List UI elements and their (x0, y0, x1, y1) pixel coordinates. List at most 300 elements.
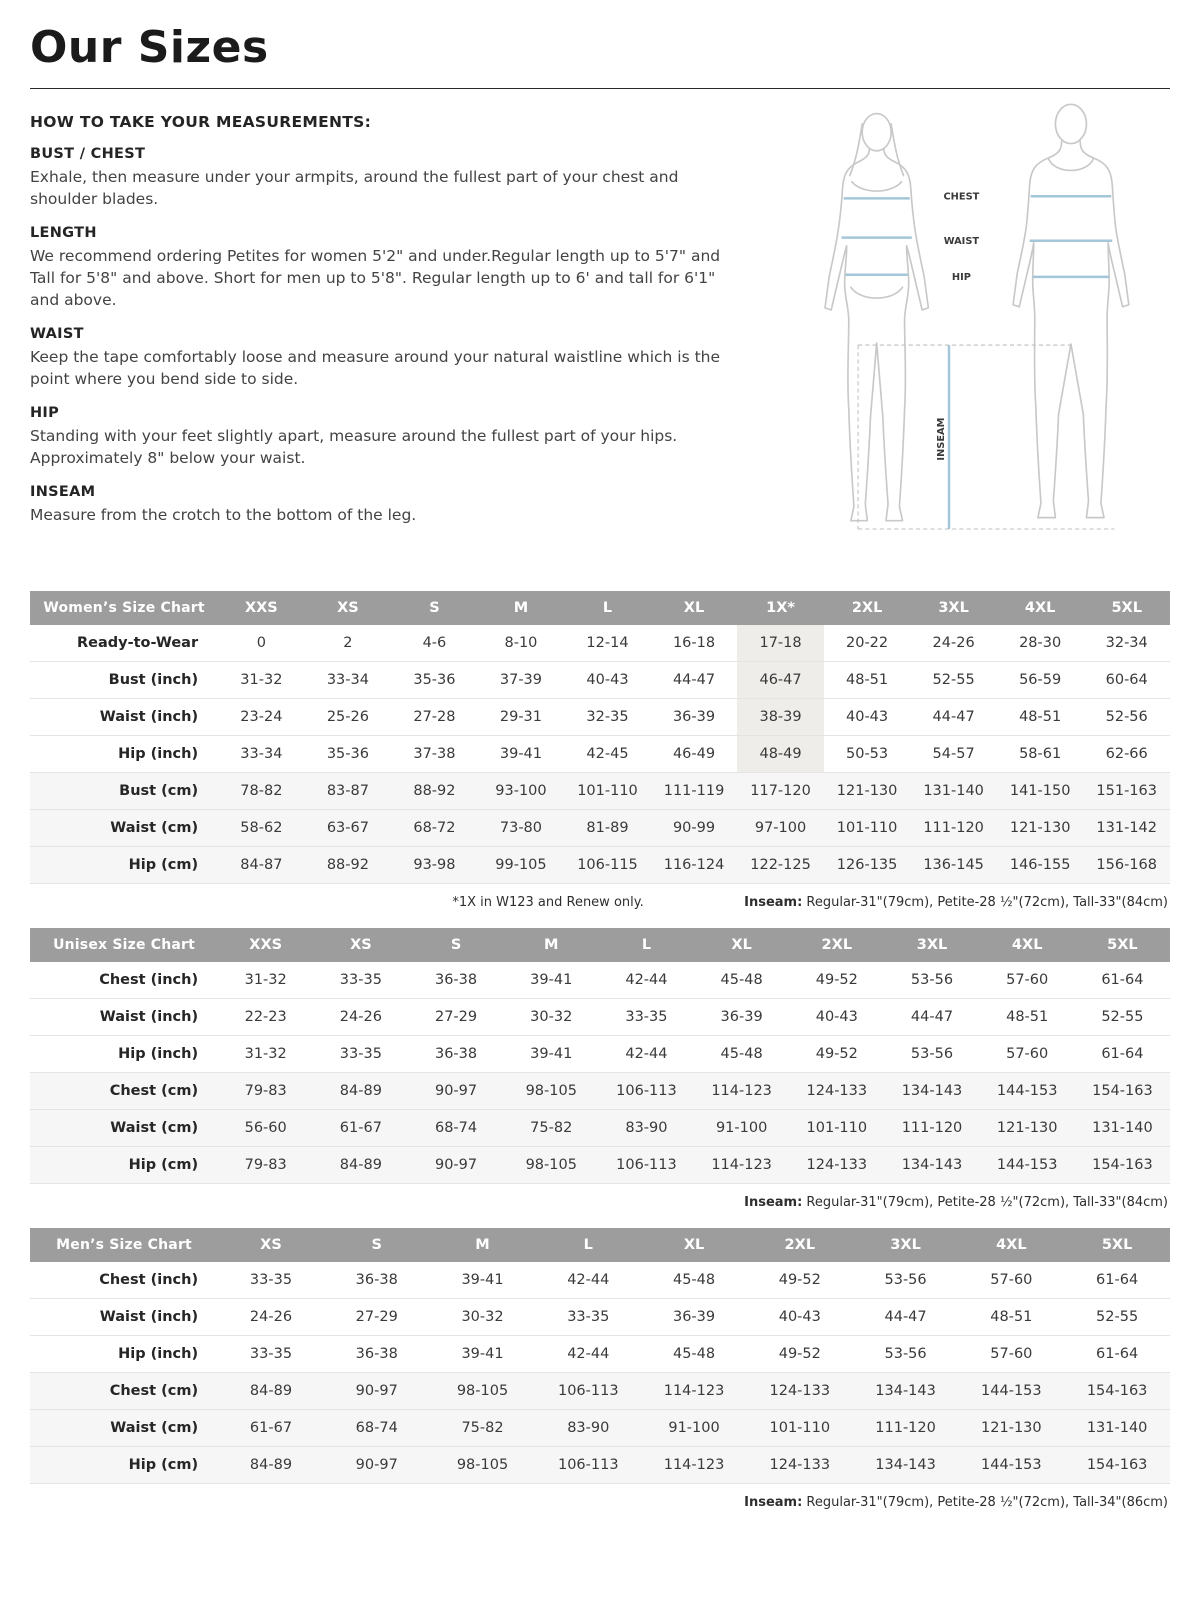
size-cell: 36-39 (694, 999, 789, 1036)
size-cell: 23-24 (218, 699, 305, 736)
size-cell: 131-140 (1064, 1410, 1170, 1447)
mens-table (30, 1228, 1170, 1484)
size-cell: 2 (305, 625, 392, 662)
row-label: Hip (inch) (30, 1036, 218, 1073)
size-cell: 124-133 (789, 1147, 884, 1184)
measurement-section-title: WAIST (30, 326, 84, 343)
size-column-header: S (408, 928, 503, 962)
size-cell: 49-52 (789, 962, 884, 999)
size-column-header: 2XL (747, 1228, 853, 1262)
inseam-note-label: Inseam: (744, 1495, 803, 1511)
size-cell: 46-49 (651, 736, 738, 773)
measurements-section (30, 89, 1170, 575)
page-title: Our Sizes (30, 22, 269, 73)
size-cell: 68-74 (408, 1110, 503, 1147)
size-cell: 61-64 (1075, 962, 1170, 999)
header-row (30, 591, 1170, 625)
size-cell: 63-67 (305, 810, 392, 847)
size-column-header: 2XL (824, 591, 911, 625)
hip-label: HIP (951, 272, 971, 284)
size-cell: 36-38 (324, 1336, 430, 1373)
size-cell: 27-29 (324, 1299, 430, 1336)
size-cell: 33-35 (218, 1336, 324, 1373)
size-cell: 81-89 (564, 810, 651, 847)
table-row (30, 1336, 1170, 1373)
size-cell: 68-74 (324, 1410, 430, 1447)
size-cell: 146-155 (997, 847, 1084, 884)
size-column-header: 1X* (737, 591, 824, 625)
measurement-section-body: Standing with your feet slightly apart, measure around the fullest part of your hips. Approximately 8" below your waist. (30, 427, 678, 468)
size-cell: 134-143 (853, 1447, 959, 1484)
size-cell: 48-51 (824, 662, 911, 699)
size-cell: 53-56 (884, 962, 979, 999)
size-cell: 154-163 (1075, 1073, 1170, 1110)
size-cell: 31-32 (218, 962, 313, 999)
size-cell: 121-130 (958, 1410, 1064, 1447)
unisex-size-chart (30, 928, 1170, 1212)
row-label: Hip (cm) (30, 847, 218, 884)
table-row (30, 1373, 1170, 1410)
row-label: Waist (cm) (30, 1410, 218, 1447)
man-tank-neckline (1048, 158, 1093, 170)
measurement-section (30, 146, 745, 210)
size-cell: 111-120 (910, 810, 997, 847)
mens-size-chart (30, 1228, 1170, 1512)
size-cell: 4-6 (391, 625, 478, 662)
size-cell: 44-47 (884, 999, 979, 1036)
table-row (30, 1036, 1170, 1073)
size-cell: 54-57 (910, 736, 997, 773)
row-label: Waist (cm) (30, 810, 218, 847)
unisex-footnotes (32, 1195, 1168, 1212)
size-cell: 48-51 (958, 1299, 1064, 1336)
size-cell: 32-34 (1083, 625, 1170, 662)
table-title: Men’s Size Chart (30, 1228, 218, 1262)
mens-footnotes (32, 1495, 1168, 1512)
size-cell: 48-51 (980, 999, 1075, 1036)
size-cell: 121-130 (997, 810, 1084, 847)
size-cell: 136-145 (910, 847, 997, 884)
size-cell: 124-133 (747, 1373, 853, 1410)
inseam-note-label: Inseam: (744, 895, 803, 911)
size-cell: 45-48 (694, 962, 789, 999)
size-cell: 90-99 (651, 810, 738, 847)
size-cell: 37-39 (478, 662, 565, 699)
size-cell: 114-123 (694, 1147, 789, 1184)
size-cell: 84-89 (218, 1373, 324, 1410)
table-row (30, 625, 1170, 662)
size-cell: 52-56 (1083, 699, 1170, 736)
size-cell: 114-123 (641, 1447, 747, 1484)
size-column-header: XS (218, 1228, 324, 1262)
size-cell: 42-44 (535, 1336, 641, 1373)
size-cell: 32-35 (564, 699, 651, 736)
size-column-header: L (564, 591, 651, 625)
size-cell: 91-100 (641, 1410, 747, 1447)
womens-inseam-note (744, 895, 1168, 910)
size-column-header: 5XL (1064, 1228, 1170, 1262)
measurement-section-body: We recommend ordering Petites for women 5'2" and under.Regular length up to 5'7" and Tall for 5'8" and above. Short for men up to 5'8". Regular length up to 6' and tall for 6'1" and above. (30, 247, 721, 310)
size-cell: 39-41 (504, 1036, 599, 1073)
size-cell: 90-97 (324, 1373, 430, 1410)
size-cell: 42-44 (535, 1262, 641, 1299)
size-cell: 45-48 (641, 1262, 747, 1299)
size-cell: 144-153 (958, 1447, 1064, 1484)
size-cell: 44-47 (651, 662, 738, 699)
size-cell: 33-35 (313, 1036, 408, 1073)
size-cell: 60-64 (1083, 662, 1170, 699)
size-cell: 56-59 (997, 662, 1084, 699)
size-cell: 83-90 (535, 1410, 641, 1447)
inseam-note-text: Regular-31"(79cm), Petite-28 ½"(72cm), Tall-33"(84cm) (802, 895, 1168, 911)
size-column-header: L (535, 1228, 641, 1262)
size-cell: 122-125 (737, 847, 824, 884)
table-row (30, 999, 1170, 1036)
size-cell: 106-115 (564, 847, 651, 884)
size-cell: 37-38 (391, 736, 478, 773)
size-cell: 84-89 (218, 1447, 324, 1484)
size-cell: 33-35 (313, 962, 408, 999)
size-cell: 131-140 (1075, 1110, 1170, 1147)
size-column-header: M (478, 591, 565, 625)
size-cell: 33-35 (599, 999, 694, 1036)
size-cell: 45-48 (694, 1036, 789, 1073)
size-cell: 53-56 (853, 1336, 959, 1373)
size-cell: 131-142 (1083, 810, 1170, 847)
measurement-section-body: Keep the tape comfortably loose and measure around your natural waistline which is the point where you bend side to side. (30, 348, 721, 389)
table-row (30, 1110, 1170, 1147)
size-column-header: 2XL (789, 928, 884, 962)
unisex-inseam-note (744, 1195, 1168, 1210)
woman-hair-left (850, 124, 862, 176)
measurement-section-title: INSEAM (30, 484, 96, 501)
size-cell: 48-49 (737, 736, 824, 773)
measurement-diagram (794, 95, 1166, 562)
size-cell: 79-83 (218, 1147, 313, 1184)
womens-size-chart (30, 591, 1170, 912)
size-cell: 20-22 (824, 625, 911, 662)
size-cell: 84-87 (218, 847, 305, 884)
table-row (30, 1299, 1170, 1336)
table-row (30, 1410, 1170, 1447)
size-cell: 29-31 (478, 699, 565, 736)
size-cell: 101-110 (747, 1410, 853, 1447)
man-head (1055, 105, 1086, 144)
row-label: Waist (inch) (30, 699, 218, 736)
womens-table (30, 591, 1170, 884)
size-cell: 141-150 (997, 773, 1084, 810)
size-cell: 61-64 (1064, 1336, 1170, 1373)
header-row (30, 1228, 1170, 1262)
size-cell: 53-56 (884, 1036, 979, 1073)
row-label: Waist (inch) (30, 999, 218, 1036)
row-label: Chest (cm) (30, 1373, 218, 1410)
size-cell: 61-64 (1075, 1036, 1170, 1073)
size-cell: 39-41 (430, 1262, 536, 1299)
table-row (30, 847, 1170, 884)
row-label: Hip (cm) (30, 1447, 218, 1484)
chest-label: CHEST (943, 191, 980, 203)
size-cell: 126-135 (824, 847, 911, 884)
size-cell: 144-153 (980, 1073, 1075, 1110)
measurement-section (30, 326, 745, 390)
womens-footnotes (32, 895, 1168, 912)
size-column-header: S (324, 1228, 430, 1262)
size-cell: 88-92 (305, 847, 392, 884)
inseam-note-text: Regular-31"(79cm), Petite-28 ½"(72cm), Tall-33"(84cm) (802, 1195, 1168, 1211)
size-cell: 134-143 (884, 1073, 979, 1110)
measurement-section (30, 225, 745, 311)
size-cell: 33-35 (535, 1299, 641, 1336)
size-cell: 99-105 (478, 847, 565, 884)
size-cell: 39-41 (504, 962, 599, 999)
size-cell: 62-66 (1083, 736, 1170, 773)
size-cell: 30-32 (504, 999, 599, 1036)
one-x-footnote: *1X in W123 and Renew only. (452, 895, 644, 911)
table-row (30, 736, 1170, 773)
woman-hair-right (891, 124, 903, 176)
size-cell: 101-110 (824, 810, 911, 847)
size-column-header: 4XL (958, 1228, 1064, 1262)
row-label: Bust (inch) (30, 662, 218, 699)
size-column-header: XL (694, 928, 789, 962)
row-label: Hip (inch) (30, 1336, 218, 1373)
table-row (30, 810, 1170, 847)
size-cell: 36-38 (324, 1262, 430, 1299)
table-title: Unisex Size Chart (30, 928, 218, 962)
size-cell: 93-98 (391, 847, 478, 884)
size-cell: 31-32 (218, 662, 305, 699)
size-cell: 98-105 (504, 1147, 599, 1184)
size-cell: 31-32 (218, 1036, 313, 1073)
row-label: Chest (inch) (30, 962, 218, 999)
size-cell: 35-36 (305, 736, 392, 773)
size-column-header: S (391, 591, 478, 625)
size-cell: 154-163 (1064, 1447, 1170, 1484)
size-cell: 40-43 (564, 662, 651, 699)
size-cell: 111-120 (884, 1110, 979, 1147)
size-cell: 106-113 (599, 1073, 694, 1110)
size-cell: 42-44 (599, 962, 694, 999)
size-cell: 116-124 (651, 847, 738, 884)
size-cell: 49-52 (789, 1036, 884, 1073)
size-cell: 101-110 (564, 773, 651, 810)
row-label: Hip (inch) (30, 736, 218, 773)
row-label: Chest (cm) (30, 1073, 218, 1110)
size-cell: 35-36 (391, 662, 478, 699)
measurement-instructions (30, 113, 745, 526)
size-cell: 33-35 (218, 1262, 324, 1299)
size-cell: 52-55 (1075, 999, 1170, 1036)
size-cell: 22-23 (218, 999, 313, 1036)
size-cell: 114-123 (694, 1073, 789, 1110)
size-cell: 48-51 (997, 699, 1084, 736)
size-cell: 36-39 (641, 1299, 747, 1336)
size-column-header: XXS (218, 928, 313, 962)
mens-inseam-note (744, 1495, 1168, 1510)
size-cell: 144-153 (980, 1147, 1075, 1184)
size-cell: 73-80 (478, 810, 565, 847)
size-column-header: XL (641, 1228, 747, 1262)
size-cell: 16-18 (651, 625, 738, 662)
table-row (30, 962, 1170, 999)
size-cell: 36-39 (651, 699, 738, 736)
size-cell: 75-82 (430, 1410, 536, 1447)
size-cell: 40-43 (824, 699, 911, 736)
size-cell: 111-119 (651, 773, 738, 810)
size-cell: 154-163 (1064, 1373, 1170, 1410)
size-cell: 0 (218, 625, 305, 662)
size-tables-section (30, 591, 1170, 1512)
measurement-section-title: BUST / CHEST (30, 146, 146, 163)
size-cell: 57-60 (980, 1036, 1075, 1073)
size-cell: 79-83 (218, 1073, 313, 1110)
table-title: Women’s Size Chart (30, 591, 218, 625)
size-cell: 90-97 (324, 1447, 430, 1484)
size-cell: 61-64 (1064, 1262, 1170, 1299)
size-cell: 98-105 (504, 1073, 599, 1110)
size-cell: 68-72 (391, 810, 478, 847)
size-cell: 124-133 (789, 1073, 884, 1110)
measurement-section (30, 484, 745, 526)
table-row (30, 1447, 1170, 1484)
size-cell: 88-92 (391, 773, 478, 810)
size-column-header: 4XL (980, 928, 1075, 962)
table-row (30, 773, 1170, 810)
size-cell: 57-60 (958, 1262, 1064, 1299)
size-cell: 38-39 (737, 699, 824, 736)
size-cell: 39-41 (430, 1336, 536, 1373)
size-cell: 42-45 (564, 736, 651, 773)
size-cell: 28-30 (997, 625, 1084, 662)
size-cell: 83-90 (599, 1110, 694, 1147)
size-cell: 93-100 (478, 773, 565, 810)
measurement-section-title: HIP (30, 405, 60, 422)
size-cell: 78-82 (218, 773, 305, 810)
size-cell: 90-97 (408, 1073, 503, 1110)
size-cell: 36-38 (408, 962, 503, 999)
table-row (30, 1262, 1170, 1299)
size-cell: 49-52 (747, 1262, 853, 1299)
size-cell: 106-113 (535, 1373, 641, 1410)
size-cell: 44-47 (910, 699, 997, 736)
size-cell: 33-34 (305, 662, 392, 699)
size-column-header: 4XL (997, 591, 1084, 625)
size-cell: 25-26 (305, 699, 392, 736)
size-cell: 61-67 (218, 1410, 324, 1447)
measurement-section (30, 405, 745, 469)
size-cell: 101-110 (789, 1110, 884, 1147)
woman-top-neckline (852, 182, 902, 191)
size-column-header: 3XL (910, 591, 997, 625)
diagram-labels (936, 192, 980, 461)
size-cell: 36-38 (408, 1036, 503, 1073)
size-cell: 27-28 (391, 699, 478, 736)
table-row (30, 699, 1170, 736)
figure-outlines (825, 105, 1129, 521)
size-cell: 53-56 (853, 1262, 959, 1299)
woman-body (825, 149, 928, 521)
size-cell: 12-14 (564, 625, 651, 662)
size-cell: 58-62 (218, 810, 305, 847)
size-cell: 49-52 (747, 1336, 853, 1373)
size-cell: 52-55 (1064, 1299, 1170, 1336)
size-cell: 134-143 (884, 1147, 979, 1184)
size-cell: 27-29 (408, 999, 503, 1036)
size-column-header: 5XL (1083, 591, 1170, 625)
size-cell: 57-60 (980, 962, 1075, 999)
size-cell: 156-168 (1083, 847, 1170, 884)
woman-bottom-line (851, 288, 903, 299)
inseam-note-label: Inseam: (744, 1195, 803, 1211)
measurements-heading: HOW TO TAKE YOUR MEASUREMENTS: (30, 113, 372, 132)
size-cell: 90-97 (408, 1147, 503, 1184)
size-cell: 33-34 (218, 736, 305, 773)
woman-head (862, 114, 891, 151)
size-cell: 98-105 (430, 1373, 536, 1410)
size-cell: 44-47 (853, 1299, 959, 1336)
size-cell: 58-61 (997, 736, 1084, 773)
size-cell: 39-41 (478, 736, 565, 773)
size-column-header: 3XL (884, 928, 979, 962)
size-cell: 106-113 (599, 1147, 694, 1184)
size-column-header: L (599, 928, 694, 962)
size-cell: 42-44 (599, 1036, 694, 1073)
size-cell: 40-43 (747, 1299, 853, 1336)
size-cell: 75-82 (504, 1110, 599, 1147)
size-cell: 114-123 (641, 1373, 747, 1410)
size-column-header: M (504, 928, 599, 962)
womens-table-host (30, 591, 1170, 884)
size-cell: 121-130 (980, 1110, 1075, 1147)
size-column-header: 3XL (853, 1228, 959, 1262)
size-cell: 131-140 (910, 773, 997, 810)
mens-table-host (30, 1228, 1170, 1484)
size-cell: 52-55 (910, 662, 997, 699)
size-column-header: 5XL (1075, 928, 1170, 962)
size-cell: 56-60 (218, 1110, 313, 1147)
size-cell: 121-130 (824, 773, 911, 810)
waist-label: WAIST (943, 236, 980, 248)
inseam-note-text: Regular-31"(79cm), Petite-28 ½"(72cm), Tall-34"(86cm) (802, 1495, 1168, 1511)
size-cell: 106-113 (535, 1447, 641, 1484)
size-cell: 154-163 (1075, 1147, 1170, 1184)
man-body (1013, 142, 1129, 518)
body-diagram-illustration (794, 95, 1166, 562)
header-row (30, 928, 1170, 962)
size-cell: 45-48 (641, 1336, 747, 1373)
size-cell: 84-89 (313, 1147, 408, 1184)
size-cell: 17-18 (737, 625, 824, 662)
row-label: Ready-to-Wear (30, 625, 218, 662)
size-cell: 151-163 (1083, 773, 1170, 810)
size-cell: 24-26 (313, 999, 408, 1036)
size-cell: 134-143 (853, 1373, 959, 1410)
table-row (30, 1073, 1170, 1110)
inseam-label: INSEAM (935, 418, 947, 461)
size-cell: 40-43 (789, 999, 884, 1036)
size-cell: 50-53 (824, 736, 911, 773)
size-column-header: XS (305, 591, 392, 625)
size-column-header: XS (313, 928, 408, 962)
measurement-section-body: Exhale, then measure under your armpits, around the fullest part of your chest and shoulder blades. (30, 168, 679, 209)
unisex-table (30, 928, 1170, 1184)
size-cell: 24-26 (910, 625, 997, 662)
measurement-section-body: Measure from the crotch to the bottom of the leg. (30, 506, 417, 525)
table-row (30, 1147, 1170, 1184)
row-label: Hip (cm) (30, 1147, 218, 1184)
size-cell: 24-26 (218, 1299, 324, 1336)
